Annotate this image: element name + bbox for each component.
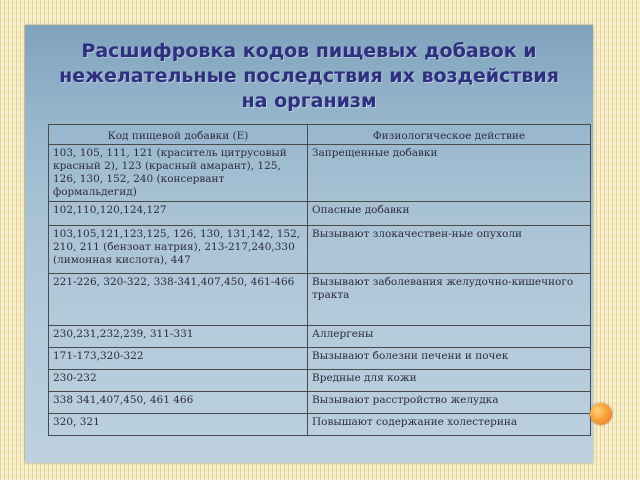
cell-effect: Вызывают расстройство желудка — [308, 392, 591, 414]
table-row — [49, 370, 591, 392]
title-line-3: на организм — [241, 90, 377, 112]
title-line-1: Расшифровка кодов пищевых добавок и — [81, 40, 537, 62]
table-row — [49, 326, 591, 348]
cell-code: 102,110,120,124,127 — [49, 202, 308, 226]
decorative-orb-icon — [590, 403, 612, 425]
header-code: Код пищевой добавки (Е) — [49, 125, 308, 145]
cell-code: 230,231,232,239, 311-331 — [49, 326, 308, 348]
additives-table — [48, 124, 591, 436]
cell-effect: Запрещенные добавки — [308, 145, 591, 202]
cell-code: 103, 105, 111, 121 (краситель цитрусовый красный 2), 123 (красный амарант), 125, 126, 130, 152, 240 (консервант формальдегид) — [49, 145, 308, 202]
table-row — [49, 226, 591, 274]
cell-code: 230-232 — [49, 370, 308, 392]
cell-effect: Вызывают болезни печени и почек — [308, 348, 591, 370]
cell-code: 221-226, 320-322, 338-341,407,450, 461-466 — [49, 274, 308, 326]
slide-title — [25, 39, 593, 114]
cell-effect: Опасные добавки — [308, 202, 591, 226]
cell-code: 320, 321 — [49, 414, 308, 436]
table-row — [49, 392, 591, 414]
cell-effect: Аллергены — [308, 326, 591, 348]
slide — [25, 25, 593, 463]
cell-effect: Вызывают заболевания желудочно-кишечного тракта — [308, 274, 591, 326]
cell-code: 338 341,407,450, 461 466 — [49, 392, 308, 414]
table-row — [49, 414, 591, 436]
table-row — [49, 348, 591, 370]
cell-code: 103,105,121,123,125, 126, 130, 131,142, 152, 210, 211 (бензоат натрия), 213-217,240,330 (лимонная кислота), 447 — [49, 226, 308, 274]
cell-effect: Вредные для кожи — [308, 370, 591, 392]
cell-code: 171-173,320-322 — [49, 348, 308, 370]
table-row — [49, 202, 591, 226]
table-row — [49, 145, 591, 202]
cell-effect: Вызывают злокачествен-ные опухоли — [308, 226, 591, 274]
header-effect: Физиологическое действие — [308, 125, 591, 145]
table-row — [49, 274, 591, 326]
title-line-2: нежелательные последствия их воздействия — [59, 65, 559, 87]
cell-effect: Повышают содержание холестерина — [308, 414, 591, 436]
table-header-row — [49, 125, 591, 145]
